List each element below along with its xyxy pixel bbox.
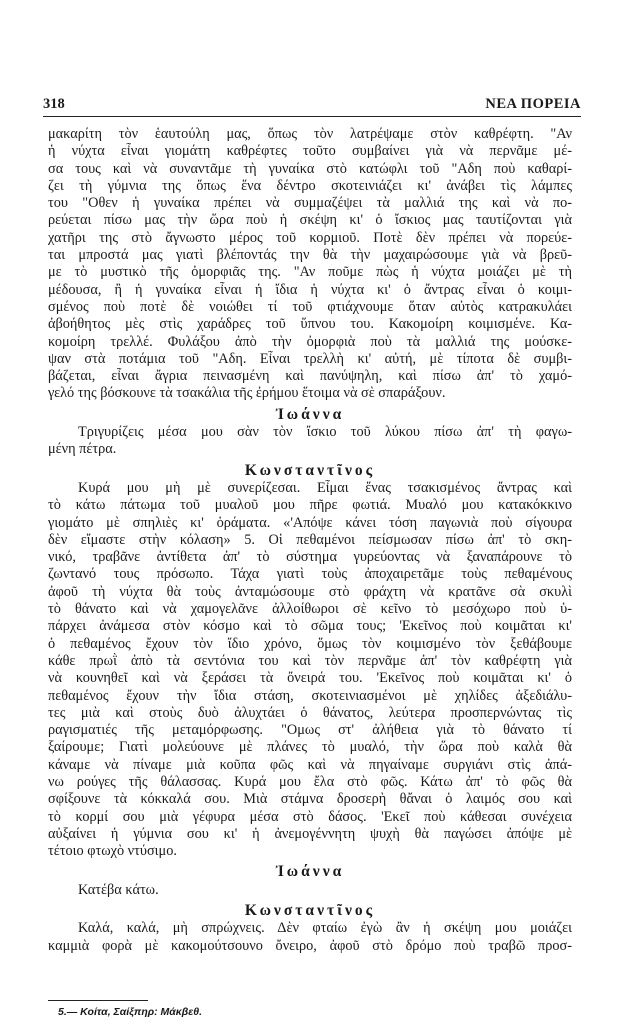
header-rule (43, 116, 581, 117)
text-line: τὸ κορμί σου μιὰ γέφυρα μέσα στὸ δάσος. 'Εκεῖ ποὺ κάθεσαι συνέχεια (48, 808, 572, 825)
text-line: μένη πέτρα. (48, 441, 117, 458)
text-body (48, 126, 572, 955)
text-line: μέδουσα, ἢ ἡ γυναίκα εἶναι ἡ ἴδια ἡ νύχτα κι' ὁ ἄντρας εἶναι ὁ κοιμι- (48, 281, 572, 298)
text-line: πάρχει ἀνάμεσα στὸν κόσμο καὶ τὸ σῶμα τους; 'Εκεῖνος ποὺ κοιμᾶται κι' (48, 618, 572, 635)
journal-title: ΝΕΑ ΠΟΡΕΙΑ (485, 96, 581, 112)
text-line: ὁ πεθαμένος ἔχουν τὸν ἴδιο χρόνο, ὅμως τὸν κοιμισμένο τὸν ξεθάβουμε (48, 635, 572, 652)
paragraph (48, 480, 572, 861)
text-line: ρεύεται πίσω μας τὴν ὥρα ποὺ ἡ σκέψη κι' ὁ ἴσκιος μας ταυτίζονται γιὰ (48, 212, 572, 229)
text-line: κάθε πρωῒ ἀπὸ τὰ σεντόνια του καὶ τὸν περνᾶμε ἀπ' τὸν καθρέφτη γιὰ (48, 652, 572, 669)
text-line: ἀφοῦ τὴ νύχτα θὰ τοὺς ἀνταμώσουμε στὸ φράχτη νὰ κρατᾶνε σὰ σκυλὶ (48, 583, 572, 600)
paragraph (48, 882, 572, 899)
text-line: χατῆρι της στὸ ἄγνωστο μέρος τοῦ κορμιοῦ. Ποτὲ δὲν πρέπει νὰ πορεύε- (48, 229, 572, 246)
text-line: δὲν εἴμαστε στὴν κόλαση» 5. Οἱ πεθαμένοι πείσμωσαν πίσω ἀπ' τὸ σκη- (48, 531, 572, 548)
speaker-name: Ἰωάννα (275, 405, 345, 423)
text-line: σφίξουνε τὰ κόκκαλά σου. Μιὰ στάμνα δροσερὴ θἄναι ὁ λαιμός σου καὶ (48, 791, 572, 808)
text-line: τες μιὰ καὶ στοὺς δυὸ ἀλυχτάει ὁ θάνατος, λεύτερα προσπερνώντας τὶς (48, 704, 572, 721)
text-line: ζει τὴ γύμνια της ὅπως ἕνα δέντρο σκοτεινιάζει κι' ἀνάβει τὶς λάμπες (48, 177, 572, 194)
text-line: νὰ κουνηθεῖ καὶ νὰ ξεράσει τὰ ὄνειρά του. 'Εκεῖνος ποὺ κοιμᾶται κι' ὁ (48, 670, 572, 687)
text-line: νικό, τραβᾶνε ἀντίθετα ἀπ' τὸ σύστημα γυρεύοντας νὰ ξαναπάρουνε τὸ (48, 549, 572, 566)
text-line: ται μπροστά μας γιατὶ βλέποντάς την θὰ τὴν μαχαιρώσουμε γιὰ νὰ βρεῦ- (48, 247, 572, 264)
text-line: αὐξαίνει ἡ γύμνια σου κι' ἡ ἀνεμογέννητη ψυχὴ θὰ παγώσει ἀπόψε μὲ (48, 825, 572, 842)
footnote: 5.— Κοίτα, Σαίξπηρ: Μάκβεθ. (58, 1006, 203, 1018)
text-line: ραγισματιές τῆς μεταμόρφωσης. "Ομως στ' ἀλήθεια γιὰ τὸ θάνατο τί (48, 722, 572, 739)
text-line: σμένος ποὺ ποτὲ δὲ νοιώθει τί τοῦ φτιάχνουμε ὅταν αὐτὸς κατρακυλάει (48, 298, 572, 315)
text-line: Τριγυρίζεις μέσα μου σὰν τὸν ἴσκιο τοῦ λύκου πίσω ἀπ' τὴ φαγω- (78, 424, 572, 441)
speaker-name: Ἰωάννα (275, 863, 345, 881)
speaker-name: Κωνσταντῖνος (244, 461, 376, 479)
text-line: καμμιὰ φορὰ μὲ κακομούτσουνο ὄνειρο, ἀφοῦ στὸ δρόμο ποὺ τραβῶ προσ- (48, 937, 572, 954)
text-line: τὸ θάνατο καὶ νὰ χαμογελᾶνε ἀλλοίθωροι σὲ κεῖνο τὸ μεσόχωρο ποὺ ὑ- (48, 601, 572, 618)
text-line: ζωντανό τους πρόσωπο. Τάχα γιατὶ τοὺς ἀποχαιρετᾶμε τοὺς πεθαμένους (48, 566, 572, 583)
paragraph (48, 126, 572, 403)
text-line: του "Οθεν ἡ γυναίκα πρέπει νὰ συμμαζέψει τὰ μαλλιά της καὶ νὰ πο- (48, 195, 572, 212)
text-line: με τὸ μυστικὸ τῆς ὀμορφιᾶς της. "Αν ποῦμε πὼς ἡ νύχτα μοιάζει μὲ τὴ (48, 264, 572, 281)
text-line: ψαν στὰ ποτάμια τοῦ "Αδη. Εἶναι τρελλὴ κι' αὐτή, μὲ τίποτα δὲ συμβι- (48, 350, 572, 367)
text-line: μακαρίτη τὸν ἑαυτούλη μας, ὅπως τὸν λατρέψαμε στὸν καθρέφτη. "Αν (48, 126, 572, 142)
text-line: τὸ κάτω πάτωμα τοῦ μυαλοῦ μου πῆρε φωτιά. Μυαλό μου κατακόκκινο (48, 497, 572, 514)
text-line: βάζεται, εἶναι ἄγρια πεινασμένη καὶ πανύψηλη, καὶ πίσω ἀπ' τὸ χαμό- (48, 368, 572, 385)
footnote-rule (48, 1000, 148, 1001)
text-line: τέτοιο φτωχὸ ντύσιμο. (48, 843, 177, 860)
text-line: ξαίρουμε; Γιατὶ μολεύουνε μὲ πλάνες τὸ μυαλό, τὴν ὥρα ποὺ καλὰ θὰ (48, 739, 572, 756)
page-number: 318 (43, 96, 65, 112)
text-line: Καλά, καλά, μὴ σπρώχνεις. Δὲν φταίω ἐγὼ ἂν ἡ σκέψη μου μοιάζει (78, 920, 572, 937)
text-line: νω ρούγες τῆς θάλασσας. Κυρά μου ἔλα στὸ φῶς. Κάτω ἀπ' τὸ φῶς θὰ (48, 773, 572, 790)
text-line: ἀβοήθητος μὲς στὶς χαράδρες τοῦ ὕπνου του. Κακομοίρη κοιμισμένε. Κα- (48, 316, 572, 333)
paragraph (48, 920, 572, 955)
text-line: γιομάτο μὲ σπηλιὲς κι' ὁράματα. «'Απόψε κάνει τόση παγωνιὰ ποὺ σίγουρα (48, 514, 572, 531)
text-line: κάναμε νὰ πίναμε μιὰ κοῦπα φῶς καὶ νὰ πηγαίναμε συργιάνι στὶς ἀπά- (48, 756, 572, 773)
text-line: σα τους καὶ νὰ συναντᾶμε τὴ γυναίκα στὸ κατώφλι τοῦ "Αδη ποὺ καθαρί- (48, 160, 572, 177)
text-line: ἡ νύχτα εἶναι γιομάτη καθρέφτες τοῦτο συμβαίνει γιὰ νὰ περνᾶμε μέ- (48, 143, 572, 160)
paragraph (48, 424, 572, 459)
running-header (43, 96, 581, 116)
text-line: Κατέβα κάτω. (78, 881, 159, 898)
text-line: Κυρά μου μὴ μὲ συνερίζεσαι. Εἶμαι ἕνας τσακισμένος ἄντρας καὶ (78, 479, 572, 496)
text-line: κομοίρη τρελλέ. Φυλάξου ἀπὸ τὴν ὀμορφιὰ ποὺ τὰ μαλλιά της μούσκε- (48, 333, 572, 350)
speaker-name: Κωνσταντῖνος (244, 902, 376, 920)
text-line: γελό της βόσκουνε τὰ τσακάλια τῆς ἐρήμου ἕτοιμα νὰ σὲ σπαράξουν. (48, 385, 446, 402)
text-line: πεθαμένος ἔχουν τὴν ἴδια στάση, σκοτεινιασμένοι μὲ χηλίδες ἀξεδιάλυ- (48, 687, 572, 704)
